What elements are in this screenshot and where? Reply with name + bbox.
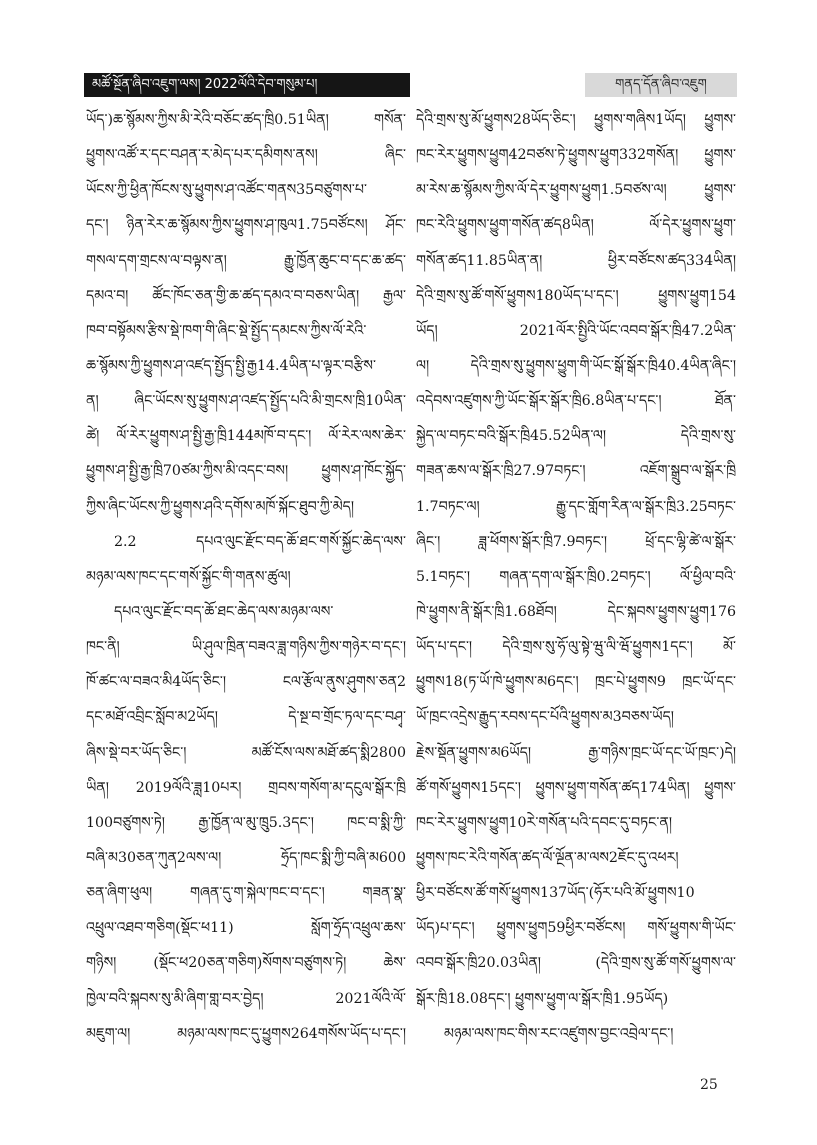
- section-header: གནད་དོན་ཞིབ་འཇུག: [585, 73, 737, 97]
- text-line: ཡིན། 2019ལོའི་ཟླ10པར། གྲབས་གསོག་མ་དངུལ་སྒོར་ཁྲི: [86, 779, 406, 796]
- text-line: ཁེ་ཕྱུགས་ནི་སྒོར་ཁྲི1.68ཐོབ། དེང་སྐབས་ཕྱུགས་ཕྱུག176: [416, 603, 736, 620]
- text-line: དམའ་བ། ཚོང་ཁོང་ཅན་གྱི་ཆ་ཚད་དམའ་བ་བཅས་ཡིན། རྒྱལ་: [86, 287, 406, 304]
- page-number: 25: [700, 1077, 718, 1093]
- text-line: འདེབས་འཛུགས་ཀྱི་ཡོང་སྒོར་སྒོར་ཁྲི6.8ཡིན་པ་དང་། ཐོན་: [416, 393, 736, 410]
- text-line: གཟན་ཆས་ལ་སྒོར་ཁྲི27.97བཏང་། འཇོག་སྒྲུབ་ལ་སྒོར་ཁྲི: [416, 463, 736, 480]
- text-line: ན། ཞིང་ཡོངས་སུ་ཕྱུགས་ཤ་འཛད་སྤྱོད་པའི་མི་གྲངས་ཁྲི10ཡིན་: [86, 393, 406, 410]
- text-line: ཡོད་)ཆ་སྙོམས་ཀྱིས་མི་རེའི་བཅོང་ཚད་ཁྲི0.51ཡིན། གསོན་: [86, 112, 406, 128]
- text-line: 5.1བཏང་། གཞན་དག་ལ་སྒོར་ཁྲི0.2བཏང་། ལོ་ཕྱིལ་བའི་: [416, 568, 736, 585]
- section-heading: 2.2 དཔའ་ལུང་རྫོང་བད་ཆོ་ཐང་གསོ་སྐྱོང་ཆེད་ལས་: [114, 533, 406, 550]
- text-line: ཁང་ནི། ཡི་ཤུལ་ཁྲིན་བཟའ་ཟླ་གཉིས་ཀྱིས་གཉེར་བ་དང་།: [86, 639, 406, 656]
- right-column: [416, 103, 736, 1052]
- text-line: ཁང་རེར་ཕྱུགས་ཕྱུག42བཙས་ཏེ་ཕྱུགས་ཕྱུག332གསོན། ཕྱུགས་: [416, 147, 736, 164]
- text-line: ཞིང་། ཟླ་ཕོགས་སྒོར་ཁྲི7.9བཏང་། ཕྲོ་དང་ལྷི་ཚེ་ལ་སྒོར་: [416, 533, 736, 550]
- text-line: གསོན་ཚད11.85ཡིན་ན། ཕྱིར་བཙོངས་ཚད334ཡིན།: [416, 252, 736, 269]
- text-line: ཡོངས་ཀྱི་ཕྱིན་ཁོངས་སུ་ཕྱུགས་ཤ་འཚོང་གནས35བཙུགས་པ་: [86, 182, 367, 199]
- text-line: མཇུག་ལ། མཉམ་ལས་ཁང་དུ་ཕྱུགས264གསོས་ཡོད་པ་དང་།: [86, 1025, 406, 1042]
- text-line: ཕྱིར་བཙོངས་ཚོ་གསོ་ཕྱུགས137ཡོད་(ཧོར་པའི་མོ་ཕྱུགས10: [416, 885, 695, 902]
- text-line: ཅན་ཞིག་ཕུལ། གཞན་དུ་ག་སྐེལ་ཁང་བ་དང་། གཟན་སྣ་: [86, 885, 406, 902]
- text-line: མཉམ་ལས་ཁང་གིས་རང་འཛུགས་བྱང་འབྲེལ་དང་།: [444, 1025, 674, 1042]
- text-line: མ་རེས་ཆ་སྙོམས་ཀྱིས་ལོ་དེར་ཕྱུགས་ཕྱུག1.5བཙས་ལ། ཕྱུགས་: [416, 182, 736, 199]
- text-line: འཕྲུལ་འཐབ་གཅིག(སྡོང་ཕ11) སློག་ཧྲོད་འཕྲུལ་ཆས་: [86, 920, 406, 937]
- text-line: ཡོད། 2021ལོར་སྤྱིའི་ཡོང་འབབ་སྒོར་ཁྲི47.2ཡིན་: [416, 322, 736, 339]
- text-line: ཁོ་ཚང་ལ་བཟའ་མི4ཡོད་ཅིང་། ངལ་རྩོལ་ནུས་ཤུགས་ཅན2: [86, 674, 406, 691]
- text-line: རྗེས་སྡོན་ཕྱུགས་མ6ཡོད། རྒྱ་གཉིས་ཁྲང་ཡོ་དང་ཡོ་ཁྲང་)དེ།: [416, 744, 736, 761]
- text-line: ཚེ། ལོ་རེར་ཕྱུགས་ཤ་སྤྱི་རྒྱ་ཁྲི144མཁོ་བ་དང་། ལོ་རེར་ལས་ཆེར་: [86, 428, 406, 445]
- text-line: ལ། དེའི་གྲས་སུ་ཕྱུགས་ཕྱུག་གི་ཡོང་སྒོ་སྒོར་ཁྲི40.4ཡིན་ཞིང་།: [416, 357, 736, 374]
- journal-header: མཚོ་སྔོན་ཞིབ་འཇུག་ལས། 2022ལོའི་དེབ་གསུམ་པ།: [84, 73, 410, 97]
- text-line: འབབ་སྒོར་ཁྲི20.03ཡིན། (དེའི་གྲས་སུ་ཚོ་གསོ་ཕྱུགས་ལ་: [416, 955, 736, 972]
- text-line: གསལ་དག་གྲངས་ལ་བལྟས་ན། རྒྱུ་ཁྱོན་ཆུང་བ་དང་ཆ་ཚད་: [86, 252, 406, 269]
- left-column: [86, 103, 406, 1052]
- text-line: ཞིས་སྡེ་བར་ཡོད་ཅིང་། མཚོ་ངོས་ལས་མཐོ་ཚད་སྨི2800: [86, 744, 406, 761]
- text-line: དེའི་གྲས་སུ་མོ་ཕྱུགས28ཡོད་ཅིང་། ཕྱུགས་གཞིས1ཡོད། ཕྱུགས་: [416, 112, 736, 128]
- text-line: ཕྱུགས18(ཏ་ཡོ་ཁེ་ཕྱུགས་མ6དང་། ཁྲང་པེ་ཕྱུགས9 ཁྲང་ཡོ་དང་: [416, 674, 736, 691]
- text-line: གཉིས། (སྡོང་ཕ20ཅན་གཅིག)སོགས་བཙུགས་ཏེ། ཆེས་: [86, 955, 406, 972]
- text-line: དང་། ཉིན་རེར་ཆ་སྙོམས་ཀྱིས་ཕྱུགས་ཤ་ཁུལ1.75བཙོངས། ཤོང་: [86, 217, 406, 234]
- text-line: དང་མཐོ་འབྲིང་སློབ་མ2ཡོད། དེ་སྔ་བ་གྲོང་ཏལ་དང་བཤྭ་: [86, 709, 406, 726]
- text-line: ཁང་རེར་ཕྱུགས་ཕྱུག10རེ་གསོན་པའི་དབང་དུ་བཏང་ན།: [416, 814, 672, 831]
- text-line: ཡོད་པ་དང་། དེའི་གྲས་སུ་ཧོ་ལུ་སྟེ་ཝུ་ལི་ཝོ་ཕྱུགས1དང་། མོ་: [416, 639, 736, 656]
- text-line: ཕྱུགས་ཤ་སྤྱི་རྒྱ་ཁྲི70ཙམ་ཀྱིས་མི་འདང་བས། ཕྱུགས་ཤ་ཁོང་སྐྱོད་: [86, 463, 406, 480]
- text-line: བཞི་མ30ཅན་ཀུན2ལས་ལ། ཧྲོད་ཁང་སྨི་ཀྱི་བཞི་མ600: [86, 849, 406, 866]
- text-line: ཚོ་གསོ་ཕྱུགས15དང་། ཕྱུགས་ཕྱུག་གསོན་ཚད174ཡིན། ཕྱུགས་: [416, 779, 736, 796]
- text-line: དཔའ་ལུང་རྫོང་བད་ཆོ་ཐང་ཆེད་ལས་མཉམ་ལས་: [114, 603, 334, 620]
- text-line: ཆ་སྙོམས་ཀྱི་ཕྱུགས་ཤ་འཛད་སྤྱོད་སྤྱི་རྒྱ14.4ཡིན་པ་ལྟར་བརྩིས་: [86, 357, 376, 374]
- text-line: ཁང་རེའི་ཕྱུགས་ཕྱུག་གསོན་ཚད8ཡིན། ལོ་དེར་ཕྱུགས་ཕྱུག་: [416, 217, 736, 234]
- text-line: ཁབ་བསྟོམས་རྩིས་སྡེ་ཁག་གི་ཞིང་སྡེ་སྤྱོད་དམངས་ཀྱིས་ལོ་རེའི་: [86, 322, 367, 339]
- text-line: སྐྱེད་ལ་བཏང་བའི་སྒོར་ཁྲི45.52ཡིན་ལ། དེའི་གྲས་སུ་: [416, 428, 736, 445]
- text-line: སྒོར་ཁྲི18.08དང་། ཕྱུགས་ཕྱུག་ལ་སྒོར་ཁྲི1.95ཡོད): [416, 990, 669, 1007]
- text-line: ཁྱེལ་བའི་སྐབས་སུ་མི་ཞིག་གླ་བར་བྱེད། 2021ལོའི་ལོ་: [86, 990, 406, 1007]
- text-line: ཀྱིས་ཞིང་ཡོངས་ཀྱི་ཕྱུགས་ཤའི་དགོས་མཁོ་སྐོང་ཐུབ་ཀྱི་མེད།: [86, 498, 355, 515]
- text-line: ཡོད)པ་དང་། ཕྱུགས་ཕྱུག59ཕྱིར་བཙོངས། གསོ་ཕྱུགས་གི་ཡོང་: [416, 920, 736, 937]
- text-line: 100བཙུགས་ཏེ། རྒྱ་ཁྱོན་ལ་མུ་ཁྲུ5.3དང་། ཁང་བ་སྨི་ཀྱི་: [86, 814, 406, 831]
- text-line: ཕྱུགས་ཁང་རེའི་གསོན་ཚད་ལོ་ལྔོན་མ་ལས2ཇོང་དུ་འཕར།: [416, 849, 679, 866]
- text-line: ཡོ་ཁྲང་འདྲེས་རྒྱུད་རབས་དང་པོའི་ཕྱུགས་མ3བཅས་ཡོད།: [416, 709, 674, 726]
- section-heading: མཉམ་ལས་ཁང་དང་གསོ་སྐྱོང་གི་གནས་ཚུལ།: [86, 568, 291, 585]
- text-line: དེའི་གྲས་སུ་ཚོ་གསོ་ཕྱུགས180ཡོད་པ་དང་། ཕྱུགས་ཕྱུག154: [416, 287, 736, 304]
- text-line: ཕྱུགས་འཚོ་ར་དང་བཤན་ར་མེད་པར་དམིགས་ནས། ཞིང་: [86, 147, 406, 164]
- text-line: 1.7བཏང་ལ། རྒྱུ་དང་གློག་རིན་ལ་སྒོར་ཁྲི3.25བཏང་: [416, 498, 736, 515]
